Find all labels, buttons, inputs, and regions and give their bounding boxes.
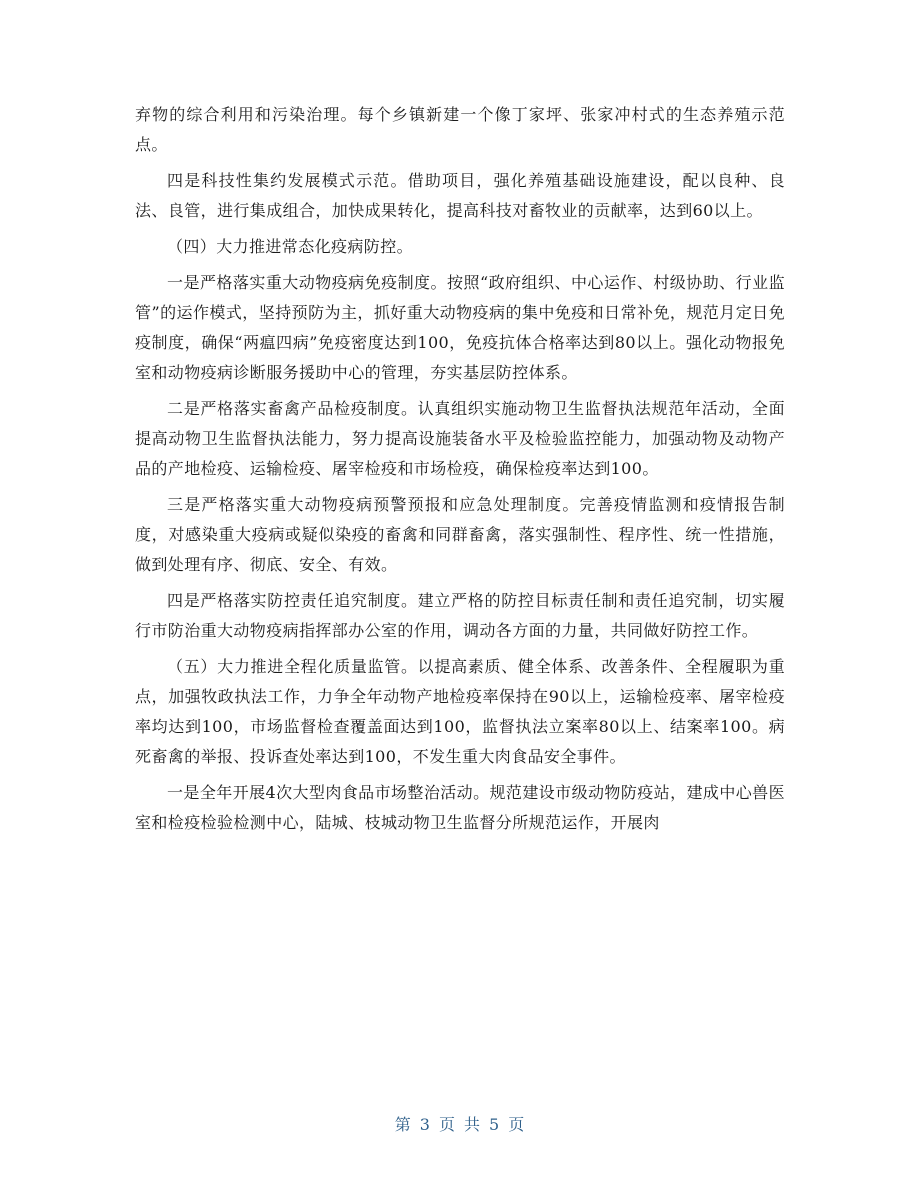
paragraph-continuation: 弃物的综合利用和污染治理。每个乡镇新建一个像丁家坪、张家冲村式的生态养殖示范点。 bbox=[135, 105, 785, 154]
paragraph-warning: 三是严格落实重大动物疫病预警预报和应急处理制度。完善疫情监测和疫情报告制度，对感染重大疫病或疑似染疫的畜禽和同群畜禽，落实强制性、程序性、统一性措施，做到处理有序、彻底、安全、有效。 bbox=[135, 495, 785, 574]
page-number-footer bbox=[0, 1112, 920, 1135]
footer-total-pages: 5 bbox=[489, 1115, 501, 1134]
document-body bbox=[135, 100, 785, 844]
section-heading-4: （四）大力推进常态化疫病防控。 bbox=[167, 237, 414, 256]
paragraph-immunization: 一是严格落实重大动物疫病免疫制度。按照“政府组织、中心运作、村级协助、行业监管”的运作模式，坚持预防为主，抓好重大动物疫病的集中免疫和日常补免，规范月定日免疫制度，确保“两瘟四病”免疫密度达到100，免疫抗体合格率达到80以上。强化动物报免室和动物疫病诊断服务援助中心的管理，夯实基层防控体系。 bbox=[135, 273, 785, 382]
paragraph-quarantine: 二是严格落实畜禽产品检疫制度。认真组织实施动物卫生监督执法规范年活动，全面提高动物卫生监督执法能力，努力提高设施装备水平及检验监控能力，加强动物及动物产品的产地检疫、运输检疫、屠宰检疫和市场检疫，确保检疫率达到100。 bbox=[135, 399, 785, 478]
footer-total-suffix: 页 bbox=[508, 1115, 526, 1134]
paragraph-accountability: 四是严格落实防控责任追究制度。建立严格的防控目标责任制和责任追究制，切实履行市防治重大动物疫病指挥部办公室的作用，调动各方面的力量，共同做好防控工作。 bbox=[135, 591, 785, 640]
footer-total-prefix: 共 bbox=[464, 1115, 482, 1134]
paragraph-market-rectification: 一是全年开展4次大型肉食品市场整治活动。规范建设市级动物防疫站，建成中心兽医室和检疫检验检测中心，陆城、枝城动物卫生监督分所规范运作，开展肉 bbox=[135, 783, 785, 832]
paragraph-tech-demo: 四是科技性集约发展模式示范。借助项目，强化养殖基础设施建设，配以良种、良法、良管，进行集成组合，加快成果转化，提高科技对畜牧业的贡献率，达到60以上。 bbox=[135, 171, 785, 220]
footer-prefix: 第 bbox=[394, 1115, 412, 1134]
section-heading-5: （五）大力推进全程化质量监管。以提高素质、健全体系、改善条件、全程履职为重点，加强牧政执法工作，力争全年动物产地检疫率保持在90以上，运输检疫率、屠宰检疫率均达到100，市场监督检查覆盖面达到100，监督执法立案率80以上、结案率100。病死畜禽的举报、投诉查处率达到100，不发生重大肉食品安全事件。 bbox=[135, 657, 785, 766]
footer-page-word: 页 bbox=[438, 1115, 456, 1134]
footer-current-page: 3 bbox=[419, 1115, 431, 1134]
